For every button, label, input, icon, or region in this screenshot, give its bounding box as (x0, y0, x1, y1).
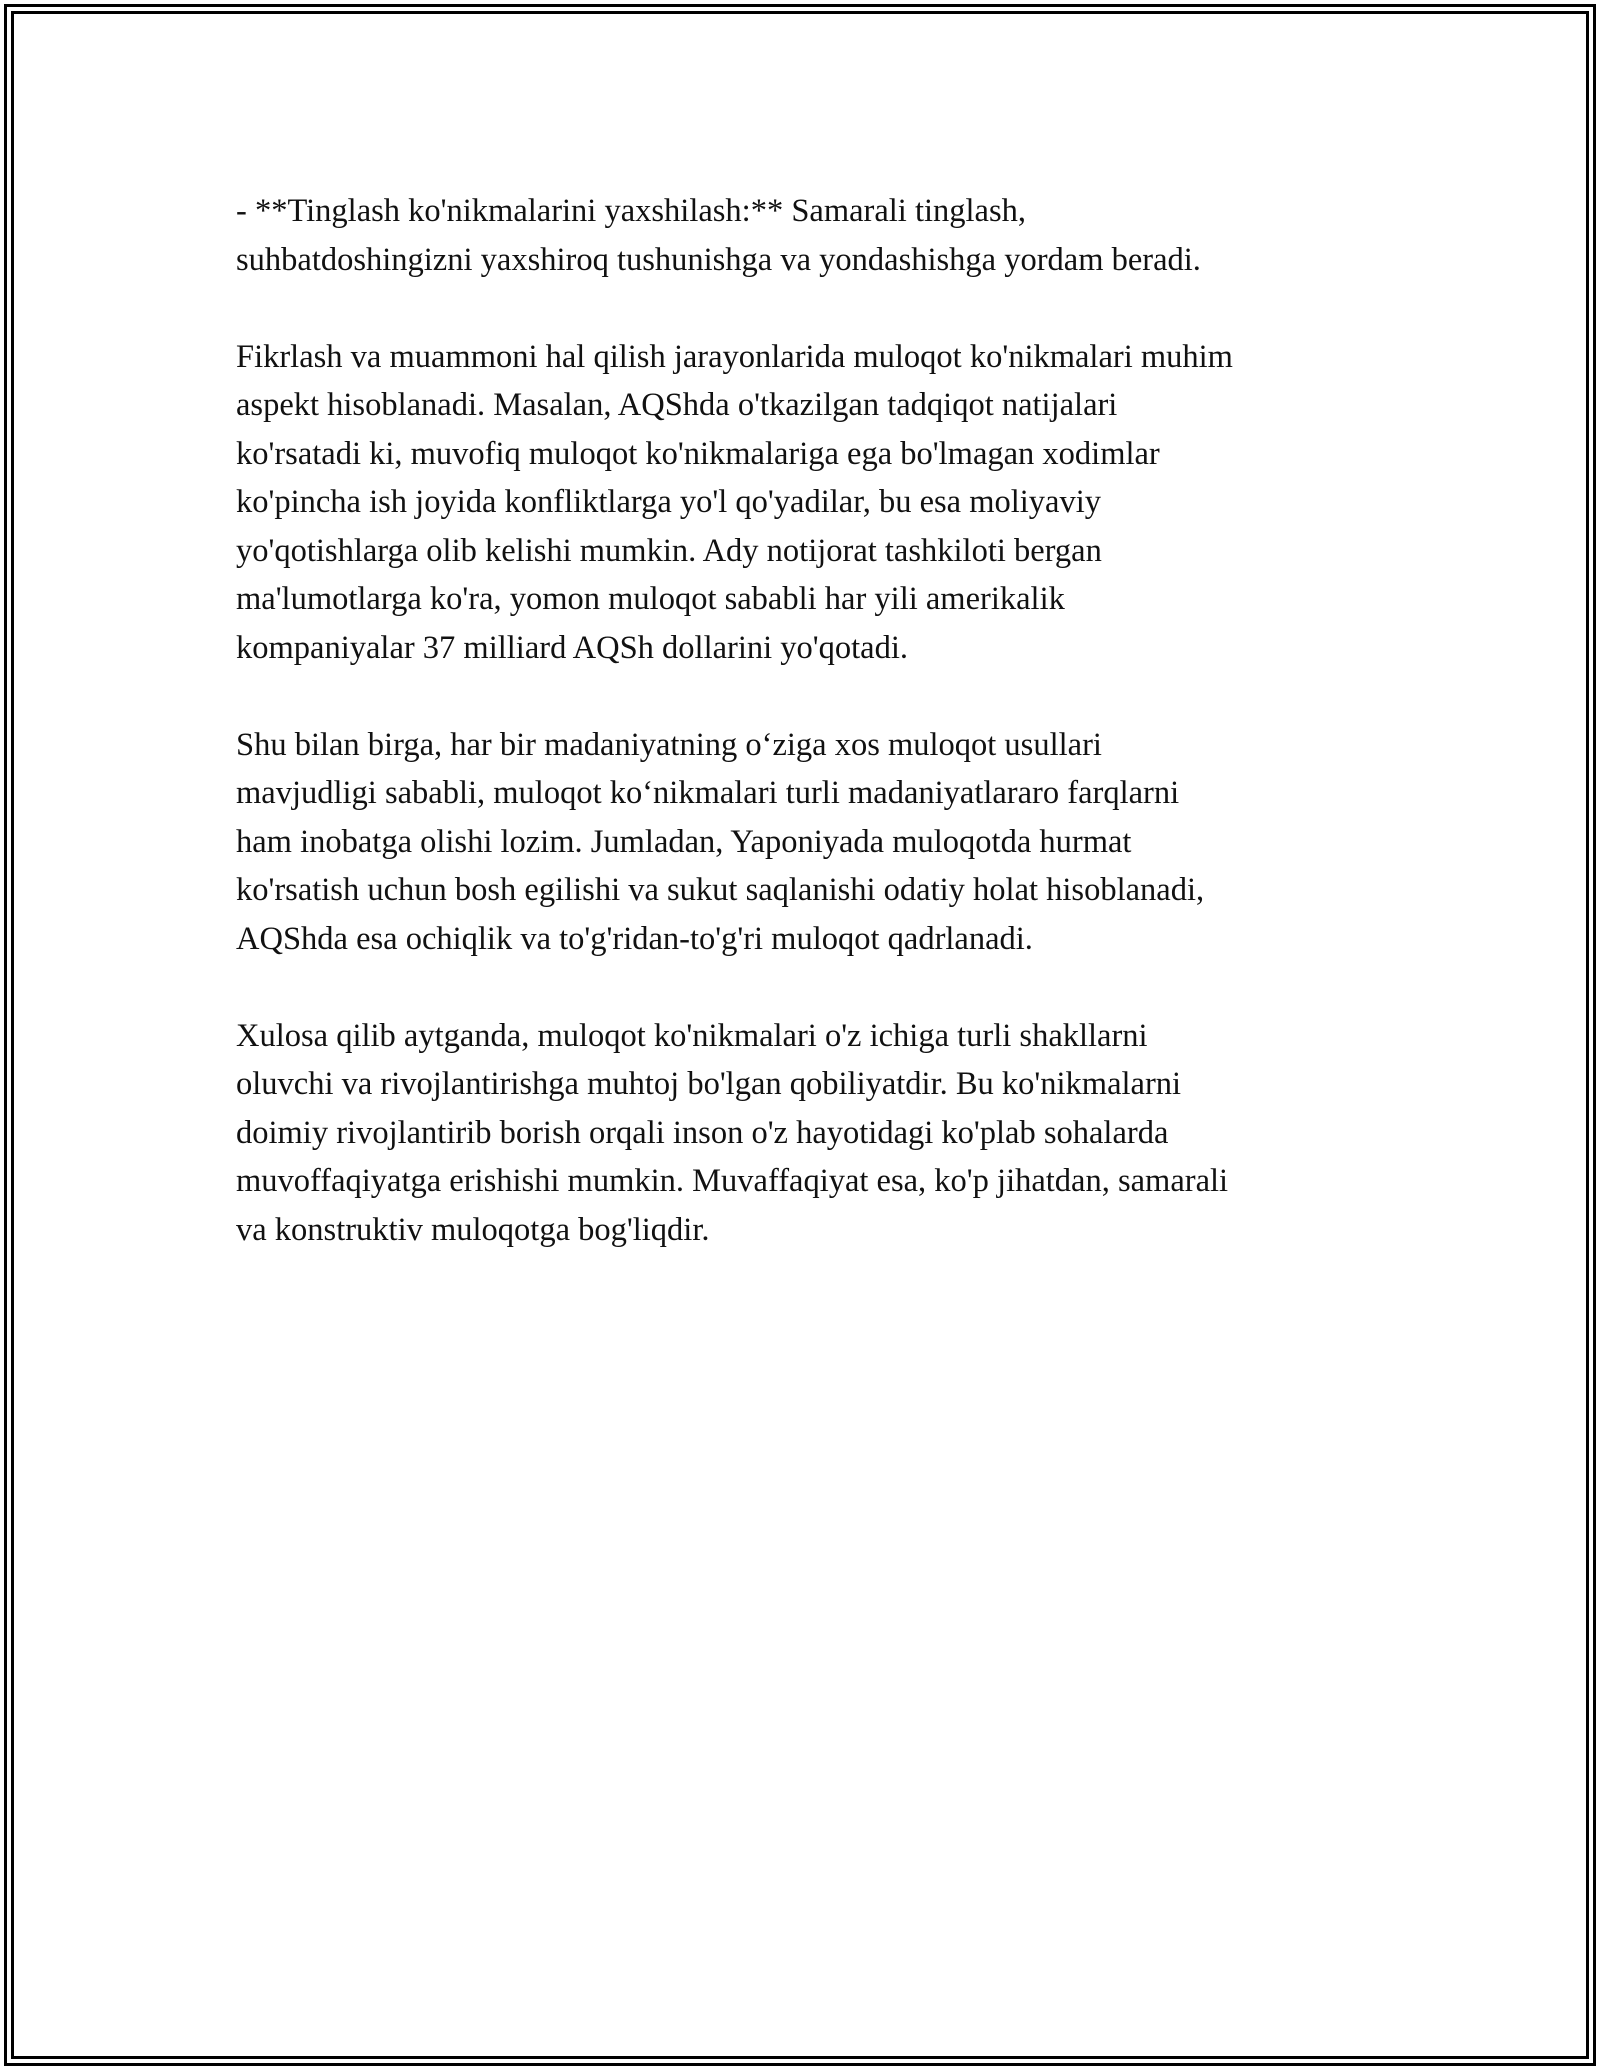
text-line: mavjudligi sababli, muloqot ko‘nikmalari turli madaniyatlararo farqlarni (236, 775, 1180, 811)
text-line: Xulosa qilib aytganda, muloqot ko'nikmalari o'z ichiga turli shakllarni (236, 1017, 1148, 1054)
text-line: doimiy rivojlantirib borish orqali inson o'z hayotidagi ko'plab sohalarda (236, 1114, 1169, 1151)
text-line: ko'pincha ish joyida konfliktlarga yo'l qo'yadilar, bu esa moliyaviy (236, 484, 1102, 520)
text-line: Fikrlash va muammoni hal qilish jarayonlarida muloqot ko'nikmalari muhim (236, 338, 1233, 375)
text-line: muvoffaqiyatga erishishi mumkin. Muvaffaqiyat esa, ko'p jihatdan, samarali (236, 1163, 1229, 1199)
paragraph-cultural-differences (236, 721, 1386, 964)
text-line: ko'rsatish uchun bosh egilishi va sukut saqlanishi odatiy holat hisoblanadi, (236, 872, 1205, 908)
document-body (236, 187, 1386, 1303)
text-line: AQShda esa ochiqlik va to'g'ridan-to'g'ri muloqot qadrlanadi. (236, 920, 1033, 957)
paragraph-problem-solving (236, 333, 1386, 673)
text-line: - **Tinglash ko'nikmalarini yaxshilash:** Samarali tinglash, (236, 193, 1026, 229)
text-line: oluvchi va rivojlantirishga muhtoj bo'lgan qobiliyatdir. Bu ko'nikmalarni (236, 1066, 1182, 1102)
text-line: ma'lumotlarga ko'ra, yomon muloqot sababli har yili amerikalik (236, 581, 1065, 617)
text-line: ham inobatga olishi lozim. Jumladan, Yaponiyada muloqotda hurmat (236, 823, 1132, 860)
text-line: yo'qotishlarga olib kelishi mumkin. Ady notijorat tashkiloti bergan (236, 532, 1102, 569)
text-line: Shu bilan birga, har bir madaniyatning o‘ziga xos muloqot usullari (236, 726, 1102, 763)
text-line: kompaniyalar 37 milliard AQSh dollarini yo'qotadi. (236, 629, 909, 666)
text-line: va konstruktiv muloqotga bog'liqdir. (236, 1211, 710, 1248)
text-line: suhbatdoshingizni yaxshiroq tushunishga va yondashishga yordam beradi. (236, 241, 1201, 278)
text-line: ko'rsatadi ki, muvofiq muloqot ko'nikmalariga ega bo'lmagan xodimlar (236, 435, 1160, 472)
text-line: aspekt hisoblanadi. Masalan, AQShda o'tkazilgan tadqiqot natijalari (236, 387, 1118, 423)
paragraph-conclusion (236, 1012, 1386, 1255)
paragraph-listening-tip (236, 187, 1386, 284)
